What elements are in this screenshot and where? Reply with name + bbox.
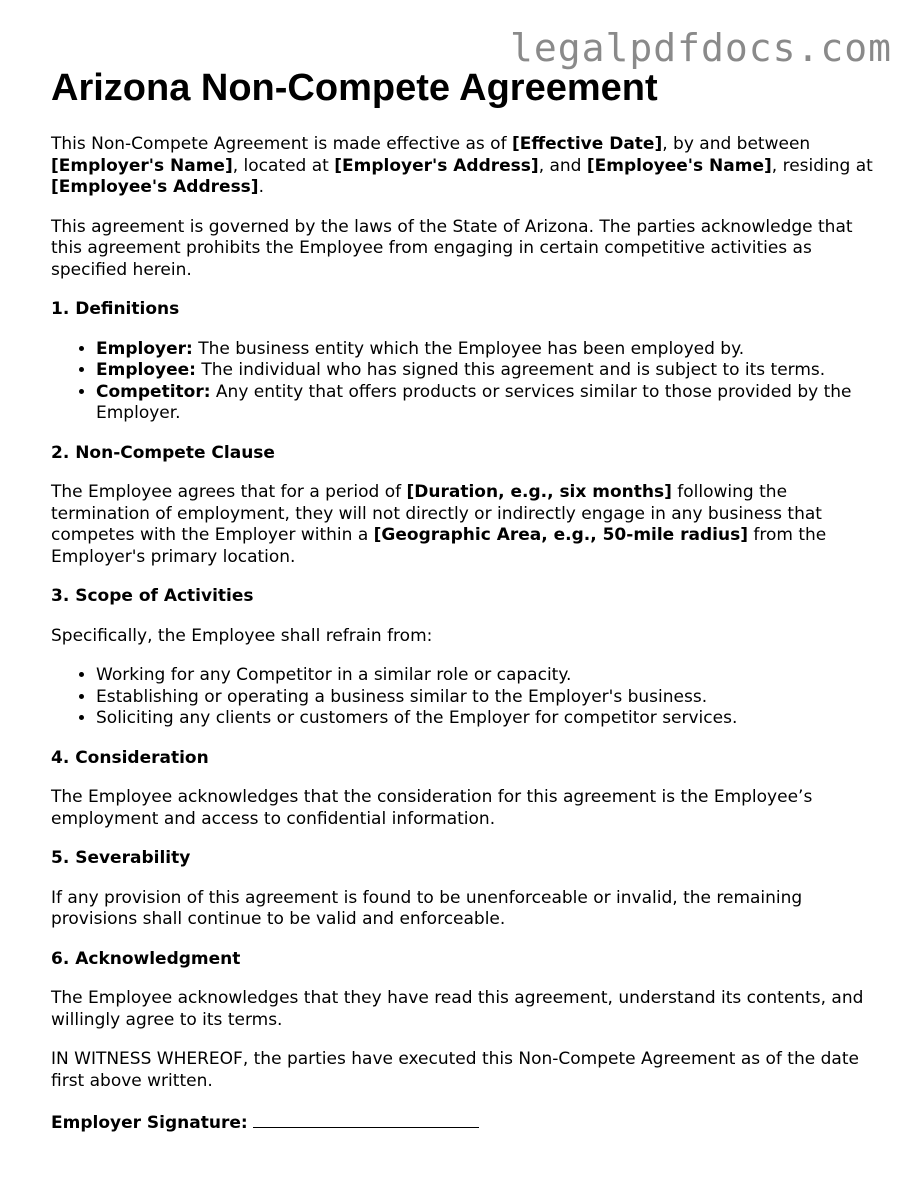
scope-list: [51, 665, 881, 730]
section-heading-non-compete: 2. Non-Compete Clause: [51, 442, 275, 463]
document-page: [51, 66, 881, 1135]
non-compete-paragraph: The Employee agrees that for a period of [Duration, e.g., six months] following the termination of employment, they will not directly or indirectly engage in any business that competes with the Employer within a [Geographic Area, e.g., 50-mile radius] from the Employer's primary location.: [51, 482, 827, 567]
area-placeholder: [Geographic Area, e.g., 50-mile radius]: [373, 525, 748, 545]
list-item: • Establishing or operating a business similar to the Employer's business.: [96, 687, 881, 709]
employer-signature-label: Employer Signature:: [51, 1113, 248, 1133]
severability-paragraph: If any provision of this agreement is found to be unenforceable or invalid, the remaining provisions shall continue to be valid and enforceable.: [51, 887, 803, 929]
section-heading-acknowledgment: 6. Acknowledgment: [51, 948, 241, 969]
list-item: • Employee: The individual who has signed this agreement and is subject to its terms.: [96, 360, 881, 382]
employer-name-placeholder: [Employer's Name]: [51, 155, 233, 176]
intro-paragraph: This Non-Compete Agreement is made effective as of [Effective Date], by and between [Employer's Name], located at [Employer's Address], and [Employee's Name], residing at [Employee's Address].: [51, 134, 873, 197]
document-title: Arizona Non-Compete Agreement: [51, 67, 658, 109]
section-heading-definitions: 1. Definitions: [51, 299, 180, 319]
list-item: • Soliciting any clients or customers of the Employer for competitor services.: [96, 708, 881, 730]
employee-address-placeholder: [Employee's Address]: [51, 177, 259, 197]
definitions-list: [51, 339, 881, 425]
list-item: • Working for any Competitor in a similar role or capacity.: [96, 665, 881, 687]
employer-signature-row: [51, 1110, 881, 1135]
employer-signature-line[interactable]: [253, 1110, 479, 1128]
list-item: • Employer: The business entity which the Employee has been employed by.: [96, 339, 881, 361]
governing-law-paragraph: This agreement is governed by the laws of the State of Arizona. The parties acknowledge that this agreement prohibits the Employee from engaging in certain competitive activities as specified herein.: [51, 216, 853, 280]
witness-paragraph: IN WITNESS WHEREOF, the parties have executed this Non-Compete Agreement as of the date first above written.: [51, 1049, 859, 1091]
scope-intro: Specifically, the Employee shall refrain from:: [51, 625, 433, 646]
section-heading-severability: 5. Severability: [51, 848, 191, 868]
list-item: • Competitor: Any entity that offers products or services similar to those provided by the Employer.: [96, 382, 881, 425]
employee-name-placeholder: [Employee's Name]: [586, 155, 772, 176]
section-heading-consideration: 4. Consideration: [51, 747, 209, 768]
watermark: legalpdfdocs.com: [509, 26, 892, 70]
section-heading-scope: 3. Scope of Activities: [51, 586, 254, 606]
acknowledgment-paragraph: The Employee acknowledges that they have read this agreement, understand its contents, and willingly agree to its terms.: [51, 988, 864, 1030]
consideration-paragraph: The Employee acknowledges that the consideration for this agreement is the Employee’s employment and access to confidential information.: [51, 787, 813, 829]
employer-address-placeholder: [Employer's Address]: [334, 155, 539, 176]
effective-date-placeholder: [Effective Date]: [511, 134, 663, 154]
duration-placeholder: [Duration, e.g., six months]: [406, 482, 672, 502]
